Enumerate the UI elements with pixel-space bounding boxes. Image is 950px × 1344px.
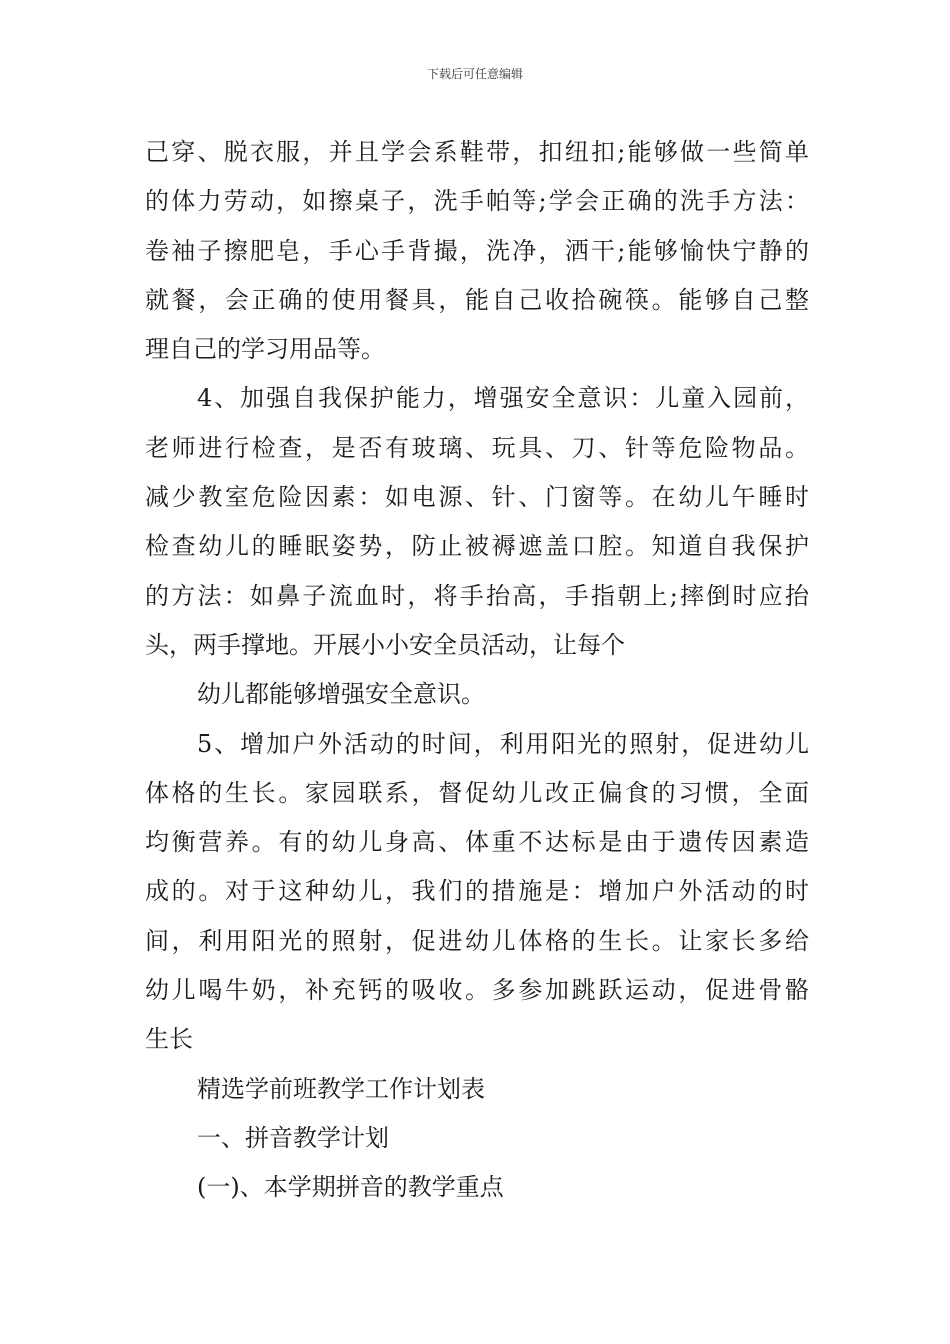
text-line: 间，利用阳光的照射，促进幼儿体格的生长。让家长多给 <box>145 926 809 955</box>
paragraph-start-line: 5、增加户外活动的时间，利用阳光的照射，促进幼儿 <box>197 729 809 758</box>
text-line: 老师进行检查，是否有玻璃、玩具、刀、针等危险物品。 <box>145 433 809 462</box>
text-line: 头，两手撑地。开展小小安全员活动，让每个 <box>145 630 625 659</box>
page-header: 下载后可任意编辑 <box>426 67 523 81</box>
text-line: 幼儿喝牛奶，补充钙的吸收。多参加跳跃运动，促进骨骼 <box>145 976 809 1005</box>
text-line: 就餐，会正确的使用餐具，能自己收拾碗筷。能够自己整 <box>145 285 809 314</box>
text-line: 的方法：如鼻子流血时，将手抬高，手指朝上;摔倒时应抬 <box>145 581 809 610</box>
subsection-heading: (一)、本学期拼音的教学重点 <box>197 1173 504 1202</box>
section-title: 精选学前班教学工作计划表 <box>197 1074 485 1103</box>
text-line: 己穿、脱衣服，并且学会系鞋带，扣纽扣;能够做一些简单 <box>145 138 809 166</box>
text-line: 检查幼儿的睡眠姿势，防止被褥遮盖口腔。知道自我保护 <box>145 532 809 561</box>
section-heading: 一、拼音教学计划 <box>197 1123 389 1152</box>
document-body <box>145 128 809 1213</box>
text-line: 体格的生长。家园联系，督促幼儿改正偏食的习惯，全面 <box>145 778 809 807</box>
text-line: 减少教室危险因素：如电源、针、门窗等。在幼儿午睡时 <box>145 483 809 512</box>
text-line: 理自己的学习用品等。 <box>145 335 385 364</box>
text-line: 卷袖子擦肥皂，手心手背撮，洗净，洒干;能够愉快宁静的 <box>145 236 809 265</box>
text-line: 均衡营养。有的幼儿身高、体重不达标是由于遗传因素造 <box>145 828 809 857</box>
text-line: 生长 <box>145 1025 193 1054</box>
text-line: 成的。对于这种幼儿，我们的措施是：增加户外活动的时 <box>145 877 809 906</box>
paragraph-start-line: 幼儿都能够增强安全意识。 <box>197 680 485 709</box>
text-line: 的体力劳动，如擦桌子，洗手帕等;学会正确的洗手方法： <box>145 187 809 216</box>
paragraph-start-line: 4、加强自我保护能力，增强安全意识：儿童入园前， <box>197 384 809 413</box>
